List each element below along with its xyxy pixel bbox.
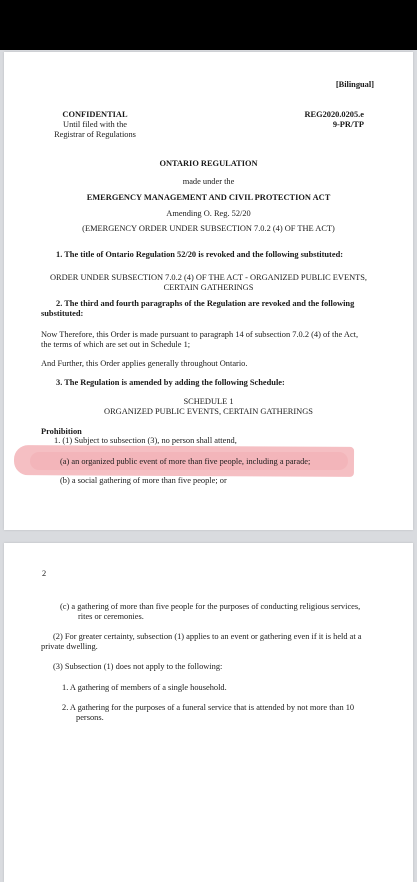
item-2-line1: (2) For greater certainty, subsection (1) applies to an event or gathering even if it is held at a bbox=[53, 632, 362, 641]
section-1-body-line1: ORDER UNDER SUBSECTION 7.0.2 (4) OF THE ACT - ORGANIZED PUBLIC EVENTS, bbox=[49, 273, 367, 282]
reg-code: 9-PR/TP bbox=[332, 120, 364, 129]
section-2-para1-line2: the terms of which are set out in Schedule 1; bbox=[41, 340, 191, 349]
schedule-subtitle: ORGANIZED PUBLIC EVENTS, CERTAIN GATHERINGS bbox=[104, 407, 313, 416]
until-filed-text: Until filed with the bbox=[63, 120, 127, 129]
section-2-heading-line2: substituted: bbox=[41, 309, 84, 318]
section-1-heading: 1. The title of Ontario Regulation 52/20 is revoked and the following substituted: bbox=[56, 250, 344, 259]
list-item-2-line1: 2. A gathering for the purposes of a funeral service that is attended by not more than 10 bbox=[62, 703, 355, 712]
document-page-1 bbox=[4, 52, 413, 530]
item-c-line2: rites or ceremonies. bbox=[78, 612, 144, 621]
reg-number: REG2020.0205.e bbox=[304, 110, 364, 119]
item-2-line2: private dwelling. bbox=[41, 642, 98, 651]
made-under-text: made under the bbox=[182, 177, 235, 186]
section-3-heading: 3. The Regulation is amended by adding the following Schedule: bbox=[56, 378, 285, 387]
prohibition-heading: Prohibition bbox=[41, 427, 82, 436]
item-b: (b) a social gathering of more than five people; or bbox=[60, 476, 227, 485]
list-item-1: 1. A gathering of members of a single household. bbox=[62, 683, 227, 692]
section-2-para1-line1: Now Therefore, this Order is made pursuant to paragraph 14 of subsection 7.0.2 (4) of the Act, bbox=[41, 330, 359, 339]
list-item-2-line2: persons. bbox=[76, 713, 104, 722]
top-black-bar bbox=[0, 0, 417, 50]
registrar-text: Registrar of Regulations bbox=[54, 130, 136, 139]
section-2-heading-line1: 2. The third and fourth paragraphs of the Regulation are revoked and the following bbox=[56, 299, 355, 308]
amending-text: Amending O. Reg. 52/20 bbox=[166, 209, 251, 218]
page-number: 2 bbox=[42, 569, 47, 578]
schedule-title: SCHEDULE 1 bbox=[183, 397, 234, 406]
item-a: (a) an organized public event of more than five people, including a parade; bbox=[60, 457, 311, 466]
item-1-1: 1. (1) Subject to subsection (3), no person shall attend, bbox=[54, 436, 237, 445]
bilingual-label: [Bilingual] bbox=[335, 80, 374, 89]
act-name: EMERGENCY MANAGEMENT AND CIVIL PROTECTION ACT bbox=[86, 193, 331, 202]
section-2-para2: And Further, this Order applies generally throughout Ontario. bbox=[41, 359, 248, 368]
item-3: (3) Subsection (1) does not apply to the following: bbox=[53, 662, 223, 671]
document-page-2 bbox=[4, 543, 413, 882]
regulation-title: ONTARIO REGULATION bbox=[159, 159, 258, 168]
section-1-body-line2: CERTAIN GATHERINGS bbox=[163, 283, 254, 292]
confidential-label: CONFIDENTIAL bbox=[62, 110, 128, 119]
emergency-order-text: (EMERGENCY ORDER UNDER SUBSECTION 7.0.2 (4) OF THE ACT) bbox=[82, 224, 335, 233]
item-c-line1: (c) a gathering of more than five people for the purposes of conducting religious services, bbox=[60, 602, 361, 611]
